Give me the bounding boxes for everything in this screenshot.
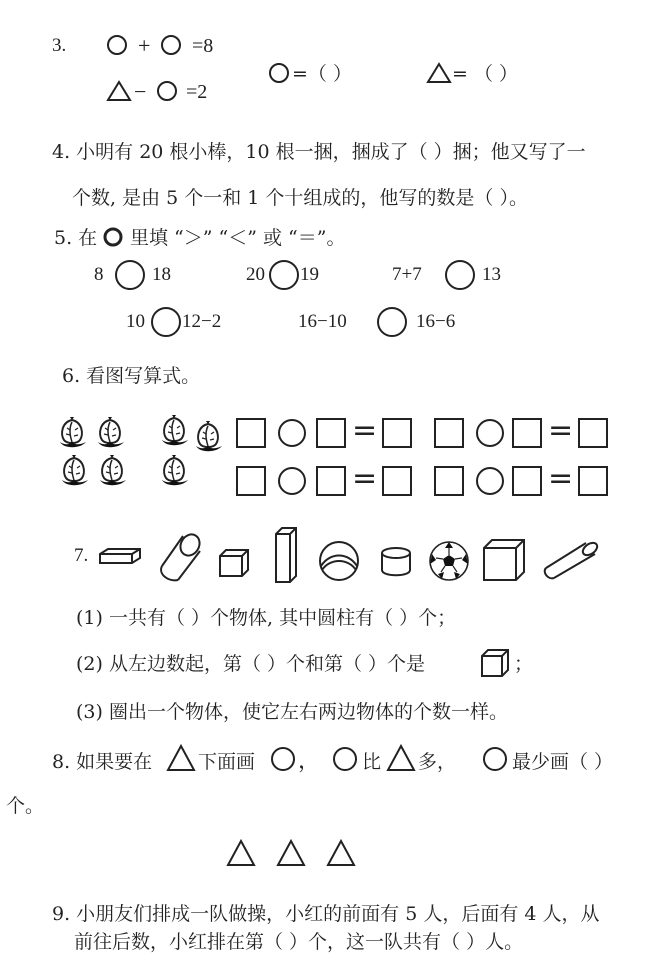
cylinder-rod-icon[interactable] <box>542 540 600 580</box>
q5-item-3-left: 7+7 <box>392 264 422 285</box>
ball-striped-icon[interactable] <box>318 540 360 582</box>
answer-box[interactable] <box>434 418 464 448</box>
answer-box[interactable] <box>434 466 464 496</box>
answer-box[interactable] <box>316 418 346 448</box>
q6-title: 6. 看图写算式。 <box>62 365 201 387</box>
operator-circle[interactable] <box>278 467 306 495</box>
triangle-icon <box>106 80 132 102</box>
q3-eq1-result: =8 <box>192 35 214 57</box>
answer-box[interactable] <box>512 466 542 496</box>
operator-circle[interactable] <box>476 419 504 447</box>
operator-circle[interactable] <box>278 419 306 447</box>
peach-icon <box>98 417 124 447</box>
q7-sub-2: (2) 从左边数起，第（ ）个和第（ ）个是 <box>76 653 426 675</box>
q7-sub-3: (3) 圈出一个物体，使它左右两边物体的个数一样。 <box>76 701 508 723</box>
answer-box[interactable] <box>382 418 412 448</box>
q5-item-1-right: 18 <box>152 264 171 285</box>
answer-box[interactable] <box>578 418 608 448</box>
circle-icon <box>156 80 178 102</box>
triangle-icon <box>426 62 452 84</box>
compare-circle-icon[interactable] <box>150 306 182 338</box>
equals-sign: = <box>548 413 574 448</box>
peach-icon <box>60 417 86 447</box>
equals-sign: = <box>352 461 378 496</box>
q8-part-3: ， <box>298 749 321 774</box>
peach-icon <box>162 455 188 485</box>
q5-item-2-left: 20 <box>246 264 265 285</box>
compare-circle-icon[interactable] <box>268 259 300 291</box>
circle-icon <box>160 34 182 56</box>
q7-sub-2-end: ； <box>514 653 534 675</box>
circle-icon <box>268 62 290 84</box>
q5-item-5-right: 16−6 <box>416 311 456 332</box>
equals-sign: = <box>352 413 378 448</box>
cylinder-short-icon[interactable] <box>380 546 412 578</box>
triangle-row-icon <box>226 838 356 868</box>
q3-eq2-op: − <box>134 79 147 104</box>
operator-circle[interactable] <box>476 467 504 495</box>
q8-part-1: 8. 如果要在 <box>52 751 153 773</box>
equals-sign: = <box>548 461 574 496</box>
q7-number: 7. <box>74 545 89 566</box>
q8-part-4: 比 <box>362 751 382 773</box>
compare-circle-icon[interactable] <box>444 259 476 291</box>
q3-circle-answer[interactable]: =（ ） <box>292 63 352 85</box>
q7-sub-1: (1) 一共有（ ）个物体, 其中圆柱有（ ）个； <box>76 607 457 629</box>
q5-item-3-right: 13 <box>482 264 501 285</box>
q5-item-5-left: 16−10 <box>298 311 347 332</box>
q8-part-2: 下面画 <box>198 751 256 773</box>
q9-line-2: 前往后数，小红排在第（ ）个，这一队共有（ ）人。 <box>74 931 524 953</box>
q8-part-6: 最少画（ ） <box>512 751 614 773</box>
answer-box[interactable] <box>512 418 542 448</box>
answer-box[interactable] <box>236 418 266 448</box>
circle-icon <box>332 746 358 772</box>
peach-icon <box>196 421 222 451</box>
triangle-icon <box>386 744 416 772</box>
circle-icon <box>270 746 296 772</box>
cube-small-icon[interactable] <box>218 548 250 578</box>
q3-eq1-op: + <box>138 33 151 58</box>
answer-box[interactable] <box>578 466 608 496</box>
q5-item-4-left: 10 <box>126 311 145 332</box>
answer-box[interactable] <box>236 466 266 496</box>
peach-group-icon <box>58 414 228 496</box>
q5-suffix: 里填 “＞” “＜” 或 “＝”。 <box>130 227 346 249</box>
circle-icon <box>106 34 128 56</box>
cube-icon <box>480 648 510 678</box>
q9-line-1: 9. 小朋友们排成一队做操，小红的前面有 5 人，后面有 4 人，从 <box>52 903 600 925</box>
cube-large-icon[interactable] <box>482 538 526 582</box>
q4-line-1: 4. 小明有 20 根小棒，10 根一捆，捆成了（ ）捆；他又写了一 <box>52 141 586 163</box>
cuboid-flat-icon[interactable] <box>98 546 142 566</box>
q3-number: 3. <box>52 35 67 56</box>
q3-eq2-result: =2 <box>186 81 208 103</box>
answer-box[interactable] <box>382 466 412 496</box>
q5-prefix: 5. 在 <box>54 227 98 249</box>
soccer-ball-icon[interactable] <box>428 540 470 582</box>
cuboid-tall-icon[interactable] <box>274 526 298 584</box>
circle-icon <box>482 746 508 772</box>
q4-line-2: 个数, 是由 5 个一和 1 个十组成的，他写的数是（ ）。 <box>72 187 528 209</box>
peach-icon <box>62 455 88 485</box>
q8-part-5: 多， <box>418 751 457 773</box>
compare-circle-icon[interactable] <box>114 259 146 291</box>
compare-circle-icon[interactable] <box>376 306 408 338</box>
triangle-icon <box>166 744 196 772</box>
q8-part-7: 个。 <box>6 795 45 817</box>
q3-triangle-answer[interactable]: = （ ） <box>452 63 518 85</box>
answer-box[interactable] <box>316 466 346 496</box>
q5-item-2-right: 19 <box>300 264 319 285</box>
q5-item-1-left: 8 <box>94 264 104 285</box>
peach-icon <box>162 415 188 445</box>
q5-item-4-right: 12−2 <box>182 311 222 332</box>
circle-icon <box>102 226 124 248</box>
cylinder-tilted-icon[interactable] <box>156 532 204 584</box>
peach-icon <box>100 455 126 485</box>
